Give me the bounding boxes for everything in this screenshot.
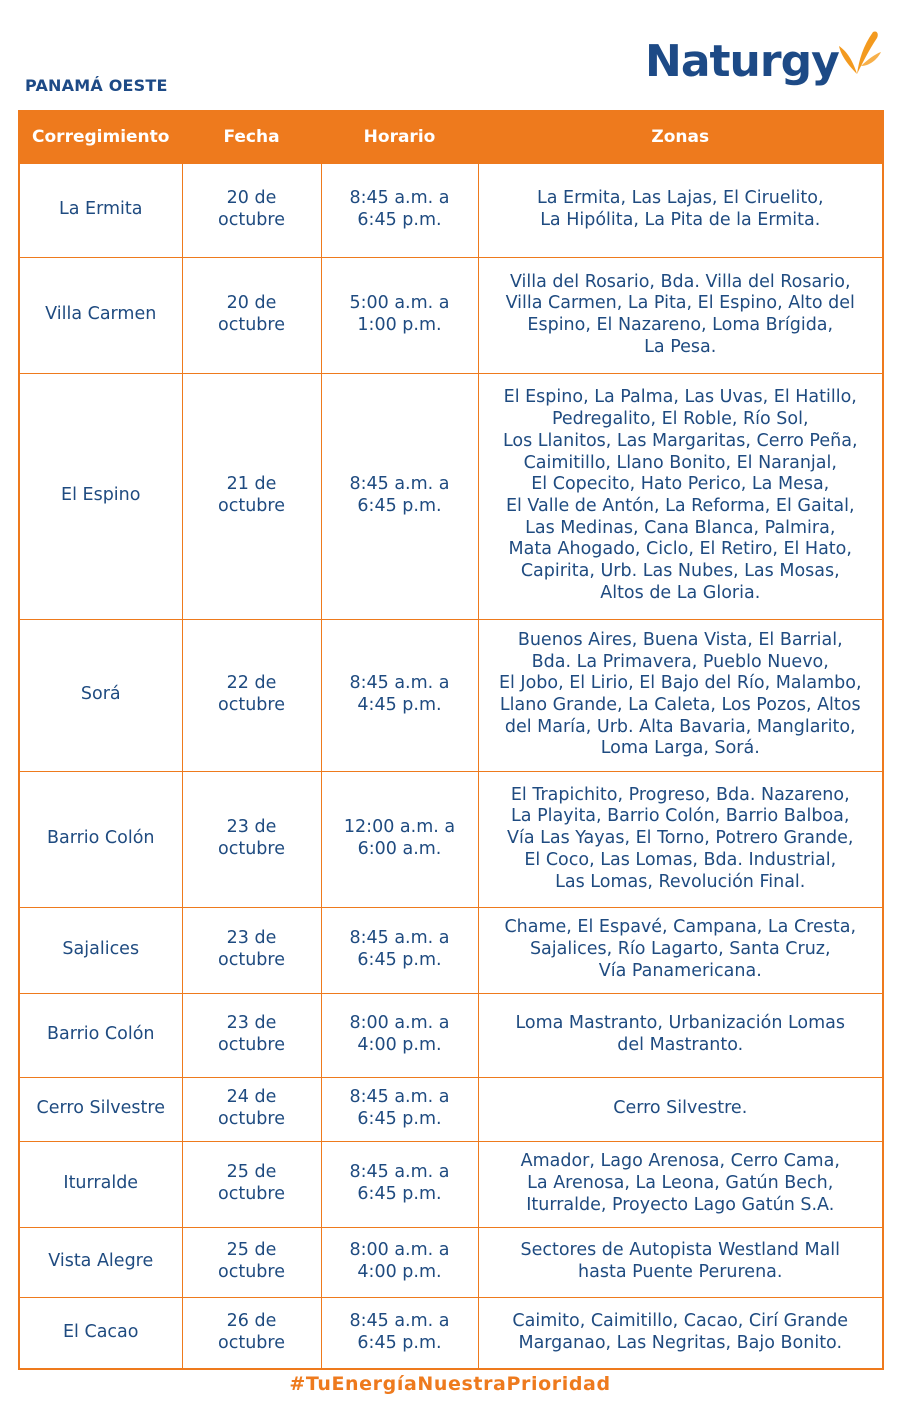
zonas-cell-line: Villa Carmen, La Pita, El Espino, Alto del — [505, 293, 855, 314]
zonas-cell — [478, 1141, 883, 1227]
zonas-cell-line: Los Llanitos, Las Margaritas, Cerro Peña, — [502, 430, 858, 451]
corregimiento-cell: El Cacao — [19, 1297, 182, 1369]
fecha-cell-line: 23 de — [226, 928, 277, 949]
fecha-cell-line: octubre — [218, 315, 285, 335]
fecha-cell-line: octubre — [218, 839, 285, 859]
table-header-row — [19, 111, 883, 163]
horario-cell-line: 6:00 a.m. — [357, 839, 442, 859]
horario-cell-line: 8:45 a.m. a — [349, 474, 450, 495]
zonas-cell-line: El Jobo, El Lirio, El Bajo del Río, Malambo, — [498, 673, 862, 694]
fecha-cell-line: 21 de — [226, 474, 277, 495]
horario-cell — [321, 1297, 478, 1369]
zonas-cell — [478, 993, 883, 1077]
zonas-cell-line: Chame, El Espavé, Campana, La Cresta, — [504, 917, 857, 938]
horario-cell — [321, 619, 478, 771]
table-row — [19, 373, 883, 619]
zonas-cell — [478, 257, 883, 373]
column-header-zonas: Zonas — [478, 111, 883, 163]
horario-cell — [321, 1141, 478, 1227]
table-row — [19, 619, 883, 771]
fecha-cell-line: 25 de — [226, 1162, 277, 1183]
fecha-cell — [182, 373, 321, 619]
fecha-cell-line: 23 de — [226, 1013, 277, 1034]
zonas-cell-line: Las Lomas, Revolución Final. — [555, 871, 806, 892]
fecha-cell — [182, 257, 321, 373]
fecha-cell-line: 20 de — [226, 293, 277, 314]
table-row — [19, 907, 883, 993]
horario-cell — [321, 907, 478, 993]
zonas-cell-line: El Trapichito, Progreso, Bda. Nazareno, — [510, 784, 850, 805]
fecha-cell-line: octubre — [218, 695, 285, 715]
horario-cell-line: 6:45 p.m. — [357, 1184, 442, 1204]
fecha-cell-line: octubre — [218, 1332, 285, 1353]
horario-cell — [321, 993, 478, 1077]
zonas-cell-line: Vía Las Yayas, El Torno, Potrero Grande, — [507, 828, 854, 849]
horario-cell — [321, 257, 478, 373]
zonas-cell-line: del Mastranto. — [617, 1035, 744, 1055]
fecha-cell — [182, 163, 321, 257]
corregimiento-cell: Villa Carmen — [19, 257, 182, 373]
horario-cell — [321, 1227, 478, 1297]
zonas-cell-line: Buenos Aires, Buena Vista, El Barrial, — [517, 629, 843, 650]
column-header-corregimiento: Corregimiento — [19, 111, 182, 163]
zonas-cell — [478, 163, 883, 257]
zonas-cell-line: Loma Larga, Sorá. — [600, 738, 760, 759]
fecha-cell-line: 26 de — [226, 1311, 277, 1332]
horario-cell-line: 5:00 a.m. a — [349, 293, 450, 314]
zonas-cell-line: Sectores de Autopista Westland Mall — [520, 1240, 841, 1261]
horario-cell-line: 1:00 p.m. — [357, 315, 442, 335]
zonas-cell-line: Pedregalito, El Roble, Río Sol, — [551, 409, 809, 430]
zonas-cell-line: El Espino, La Palma, Las Uvas, El Hatillo, — [503, 387, 857, 408]
zonas-cell-line: Loma Mastranto, Urbanización Lomas — [515, 1013, 846, 1034]
fecha-cell — [182, 1227, 321, 1297]
zonas-cell-line: Villa del Rosario, Bda. Villa del Rosario, — [509, 271, 851, 292]
horario-cell-line: 8:45 a.m. a — [349, 928, 450, 949]
zonas-cell-line: Sajalices, Río Lagarto, Santa Cruz, — [529, 939, 831, 960]
naturgy-logo — [645, 26, 885, 96]
corregimiento-cell: Sorá — [19, 619, 182, 771]
horario-cell-line: 6:45 p.m. — [357, 496, 442, 516]
fecha-cell-line: octubre — [218, 1109, 285, 1129]
corregimiento-cell: Barrio Colón — [19, 993, 182, 1077]
zonas-cell-line: del María, Urb. Alta Bavaria, Manglarito, — [504, 716, 856, 737]
fecha-cell-line: 23 de — [226, 817, 277, 838]
table-row — [19, 1227, 883, 1297]
table-row — [19, 771, 883, 907]
column-header-horario: Horario — [321, 111, 478, 163]
hashtag: #TuEnergíaNuestraPrioridad — [289, 1373, 611, 1395]
horario-cell-line: 6:45 p.m. — [357, 1109, 442, 1129]
zonas-cell-line: Altos de La Gloria. — [600, 582, 761, 603]
zonas-cell — [478, 907, 883, 993]
zonas-cell-line: Mata Ahogado, Ciclo, El Retiro, El Hato, — [508, 539, 852, 560]
fecha-cell-line: octubre — [218, 1262, 285, 1282]
zonas-cell-line: Espino, El Nazareno, Loma Brígida, — [527, 315, 834, 335]
fecha-cell-line: octubre — [218, 1184, 285, 1204]
horario-cell — [321, 163, 478, 257]
horario-cell-line: 8:45 a.m. a — [349, 673, 450, 694]
horario-cell-line: 6:45 p.m. — [357, 950, 442, 970]
corregimiento-cell: Sajalices — [19, 907, 182, 993]
fecha-cell — [182, 907, 321, 993]
schedule-table — [18, 110, 884, 1370]
corregimiento-cell: El Espino — [19, 373, 182, 619]
table-row — [19, 163, 883, 257]
corregimiento-cell: Cerro Silvestre — [19, 1077, 182, 1141]
zonas-cell-line: La Playita, Barrio Colón, Barrio Balboa, — [511, 806, 850, 827]
zonas-cell-line: El Coco, Las Lomas, Bda. Industrial, — [524, 849, 837, 870]
fecha-cell-line: octubre — [218, 950, 285, 970]
horario-cell-line: 4:00 p.m. — [357, 1035, 442, 1055]
horario-cell-line: 4:45 p.m. — [357, 695, 442, 715]
fecha-cell-line: 25 de — [226, 1240, 277, 1261]
zonas-cell-line: Las Medinas, Cana Blanca, Palmira, — [525, 517, 836, 538]
zonas-cell-line: Caimitillo, Llano Bonito, El Naranjal, — [523, 452, 837, 473]
horario-cell-line: 8:45 a.m. a — [349, 1162, 450, 1183]
zonas-cell-line: La Pesa. — [644, 336, 717, 357]
corregimiento-cell: Barrio Colón — [19, 771, 182, 907]
corregimiento-cell: Vista Alegre — [19, 1227, 182, 1297]
zonas-cell-line: La Arenosa, La Leona, Gatún Bech, — [527, 1173, 834, 1194]
zonas-cell — [478, 771, 883, 907]
table-row — [19, 257, 883, 373]
column-header-fecha: Fecha — [182, 111, 321, 163]
zonas-cell-line: La Hipólita, La Pita de la Ermita. — [540, 210, 821, 230]
horario-cell-line: 8:45 a.m. a — [349, 188, 450, 209]
fecha-cell — [182, 619, 321, 771]
zonas-cell — [478, 619, 883, 771]
butterfly-icon — [835, 26, 883, 76]
horario-cell-line: 12:00 a.m. a — [343, 817, 456, 838]
table-row — [19, 1077, 883, 1141]
zonas-cell — [478, 1077, 883, 1141]
horario-cell-line: 4:00 p.m. — [357, 1262, 442, 1282]
horario-cell-line: 8:45 a.m. a — [349, 1311, 450, 1332]
fecha-cell-line: 22 de — [226, 673, 277, 694]
zonas-cell-line: Cerro Silvestre. — [613, 1098, 748, 1119]
fecha-cell-line: 20 de — [226, 188, 277, 209]
zonas-cell-line: hasta Puente Perurena. — [578, 1262, 783, 1282]
fecha-cell-line: octubre — [218, 210, 285, 230]
zonas-cell-line: El Valle de Antón, La Reforma, El Gaital, — [505, 496, 855, 516]
zonas-cell — [478, 1297, 883, 1369]
horario-cell — [321, 1077, 478, 1141]
zonas-cell-line: Amador, Lago Arenosa, Cerro Cama, — [520, 1151, 840, 1172]
horario-cell-line: 6:45 p.m. — [357, 210, 442, 230]
region-title: PANAMÁ OESTE — [25, 76, 168, 95]
zonas-cell-line: Vía Panamericana. — [598, 960, 762, 981]
fecha-cell-line: 24 de — [226, 1087, 277, 1108]
horario-cell — [321, 771, 478, 907]
zonas-cell-line: Marganao, Las Negritas, Bajo Bonito. — [518, 1332, 843, 1353]
zonas-cell — [478, 1227, 883, 1297]
zonas-cell-line: Bda. La Primavera, Pueblo Nuevo, — [531, 651, 829, 672]
fecha-cell — [182, 993, 321, 1077]
table-row — [19, 993, 883, 1077]
corregimiento-cell: Iturralde — [19, 1141, 182, 1227]
zonas-cell-line: Caimito, Caimitillo, Cacao, Cirí Grande — [512, 1311, 849, 1332]
zonas-cell-line: La Ermita, Las Lajas, El Ciruelito, — [536, 188, 824, 209]
table-row — [19, 1297, 883, 1369]
zonas-cell-line: Capirita, Urb. Las Nubes, Las Mosas, — [520, 561, 840, 582]
table-row — [19, 1141, 883, 1227]
horario-cell-line: 8:00 a.m. a — [349, 1013, 450, 1034]
zonas-cell-line: El Copecito, Hato Perico, La Mesa, — [531, 474, 830, 495]
horario-cell-line: 6:45 p.m. — [357, 1332, 442, 1353]
fecha-cell-line: octubre — [218, 1035, 285, 1055]
fecha-cell — [182, 1077, 321, 1141]
horario-cell-line: 8:45 a.m. a — [349, 1087, 450, 1108]
fecha-cell — [182, 1297, 321, 1369]
fecha-cell — [182, 1141, 321, 1227]
logo-wordmark: Naturgy — [645, 36, 839, 87]
fecha-cell — [182, 771, 321, 907]
zonas-cell — [478, 373, 883, 619]
zonas-cell-line: Llano Grande, La Caleta, Los Pozos, Altos — [499, 695, 861, 715]
horario-cell — [321, 373, 478, 619]
zonas-cell-line: Iturralde, Proyecto Lago Gatún S.A. — [526, 1194, 835, 1215]
corregimiento-cell: La Ermita — [19, 163, 182, 257]
horario-cell-line: 8:00 a.m. a — [349, 1240, 450, 1261]
fecha-cell-line: octubre — [218, 496, 285, 516]
